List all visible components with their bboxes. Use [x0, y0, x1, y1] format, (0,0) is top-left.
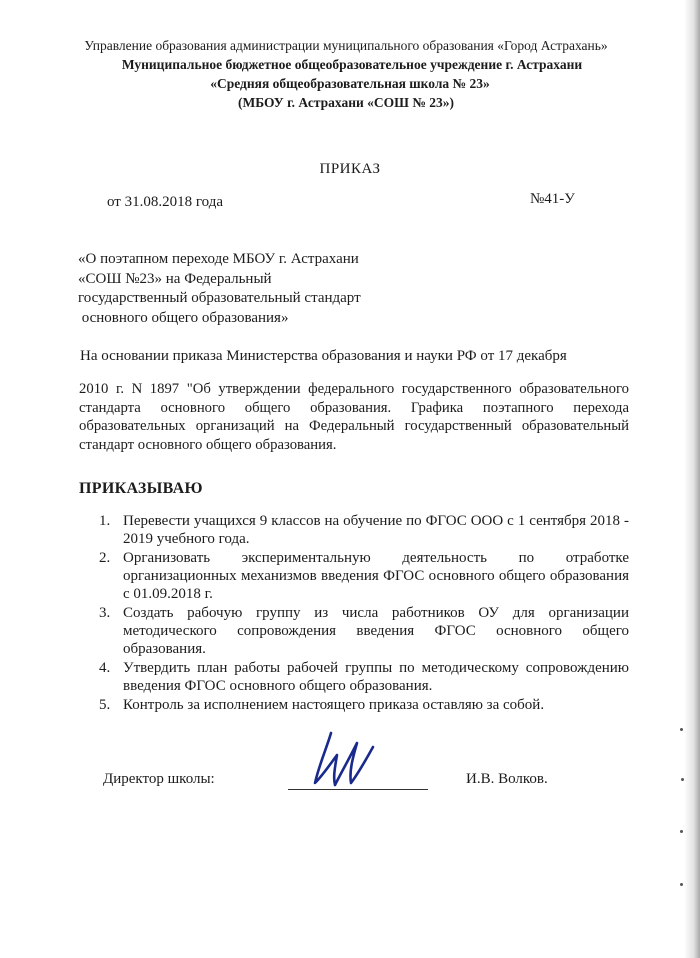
order-item: [99, 659, 629, 695]
director-name: И.В. Волков.: [466, 771, 548, 787]
item-number: 1.: [99, 513, 111, 529]
scan-speck: [680, 728, 683, 731]
order-heading: ПРИКАЗЫВАЮ: [79, 480, 203, 497]
item-text: Утвердить план работы рабочей группы по методическому сопровождению введения ФГОС основного общего образования.: [123, 660, 629, 695]
order-item: [99, 696, 629, 714]
basis-paragraph: 2010 г. N 1897 "Об утверждении федерального государственного образовательного стандарта основного общего образования. Графика поэтапного перехода образовательных организаций на Федеральный государственный образовательный стандарт основного общего образования.: [79, 381, 629, 453]
item-text: Организовать экспериментальную деятельность по отработке организационных механизмов введения ФГОС основного общего образования с 01.09.2018 г.: [123, 549, 629, 603]
order-items-list: [99, 512, 629, 715]
scan-edge-shadow: [684, 0, 700, 958]
order-subject: [78, 250, 398, 328]
signature-label: Директор школы:: [103, 771, 215, 787]
subject-line: государственный образовательный стандарт: [78, 290, 361, 306]
order-item: [99, 549, 629, 604]
item-text: Перевести учащихся 9 классов на обучение по ФГОС ООО с 1 сентября 2018 - 2019 учебного года.: [123, 513, 629, 548]
handwritten-signature: [301, 725, 381, 795]
scan-speck: [681, 778, 684, 781]
item-number: 3.: [99, 605, 111, 622]
item-number: 5.: [99, 697, 111, 714]
subject-line: «О поэтапном переходе МБОУ г. Астрахани: [78, 251, 359, 267]
order-title: ПРИКАЗ: [319, 161, 381, 177]
subject-line: основного общего образования»: [78, 309, 289, 326]
scan-speck: [680, 830, 683, 833]
item-number: 4.: [99, 660, 111, 677]
item-text: Контроль за исполнением настоящего приказа оставляю за собой.: [123, 697, 545, 714]
order-date: от 31.08.2018 года: [107, 194, 223, 210]
header-institution: Муниципальное бюджетное общеобразовательное учреждение г. Астрахани: [121, 57, 583, 72]
header-department: Управление образования администрации муниципального образования «Город Астрахань»: [84, 38, 608, 53]
order-number: №41-У: [530, 191, 575, 207]
header-school-short: (МБОУ г. Астрахани «СОШ № 23»): [237, 95, 455, 110]
item-text: Создать рабочую группу из числа работников ОУ для организации методического сопровождения введения ФГОС основного общего образования.: [123, 605, 629, 658]
header-school-name: «Средняя общеобразовательная школа № 23»: [210, 76, 490, 91]
order-item: [99, 604, 629, 659]
order-item: [99, 512, 629, 548]
scan-speck: [680, 883, 683, 886]
basis-first-line: На основании приказа Министерства образования и науки РФ от 17 декабря: [80, 348, 567, 364]
item-number: 2.: [99, 549, 111, 566]
subject-line: «СОШ №23» на Федеральный: [78, 270, 272, 287]
